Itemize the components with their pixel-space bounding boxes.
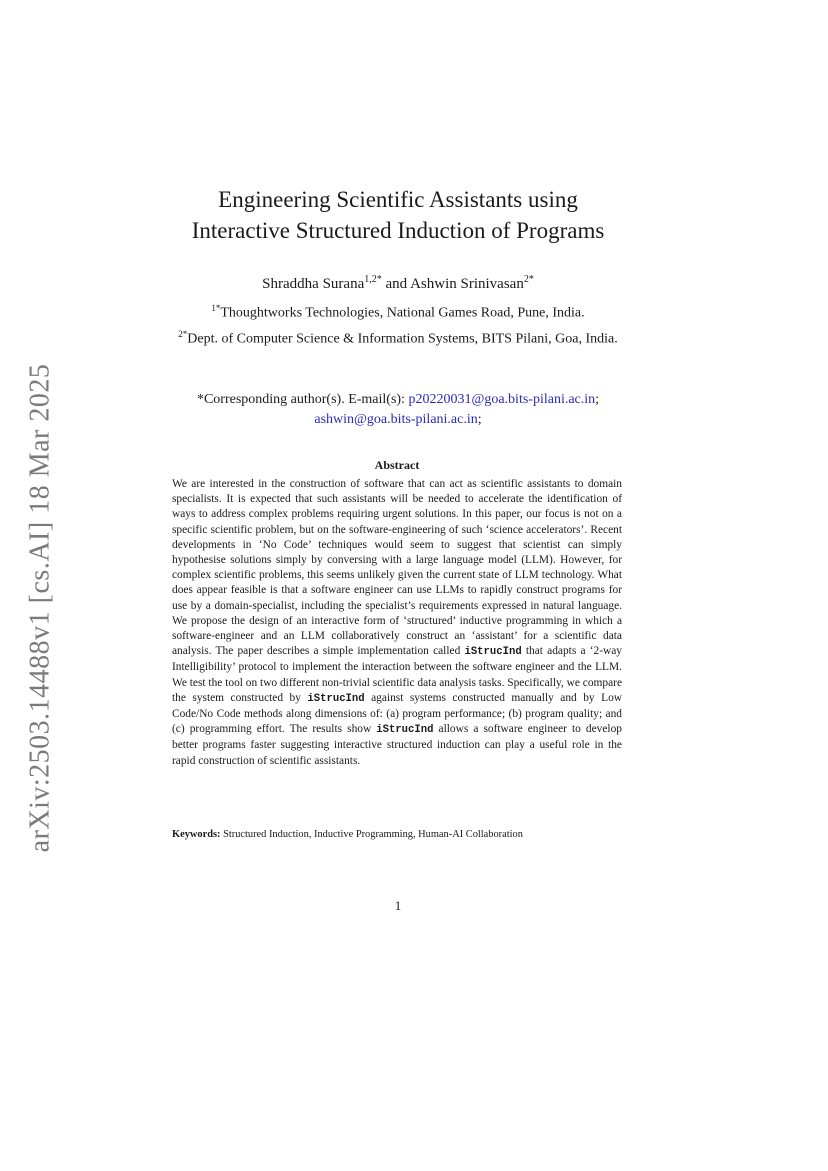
- page-number: 1: [394, 898, 402, 913]
- author-1-name: Shraddha Surana: [262, 276, 365, 292]
- keywords-label: Keywords:: [172, 829, 221, 840]
- email-link-2[interactable]: ashwin@goa.bits-pilani.ac.in: [314, 412, 478, 427]
- affiliation-2-mark: 2*: [178, 328, 188, 339]
- corresponding-prefix: *Corresponding author(s). E-mail(s):: [196, 392, 409, 407]
- arxiv-identifier-stamp: [18, 363, 62, 853]
- email-separator-1: ;: [595, 392, 600, 407]
- keywords-line: [172, 828, 642, 842]
- paper-title: [120, 184, 676, 246]
- abstract-part-4: allows a software engineer to develop better programs faster suggesting interactive structured induction can play a useful role in the rapid construction of scientific assistants.: [172, 723, 622, 767]
- author-2-affiliation-mark: 2*: [523, 274, 534, 285]
- affiliation-2-text: Dept. of Computer Science & Information Systems, BITS Pilani, Goa, India.: [187, 331, 618, 347]
- author-2-name: Ashwin Srinivasan: [410, 276, 524, 292]
- arxiv-identifier-text: arXiv:2503.14488v1 [cs.AI] 18 Mar 2025: [24, 363, 56, 853]
- abstract-heading: Abstract: [374, 458, 420, 472]
- title-line-2: Interactive Structured Induction of Programs: [191, 218, 605, 243]
- author-list: [120, 270, 676, 294]
- abstract-part-1: We are interested in the construction of software that can act as scientific assistants to domain specialists. It is expected that such assistants will be needed to accelerate the identification of ways to address complex problems requiring urgent solutions. In this paper, our focus is not on a specific scientific problem, but on the software-engineering of such ‘science accelerators’. Recent developments in ‘No Code’ techniques would seem to suggest that scientist can simply hypothesise solutions simply by conversing with a large language model (LLM). However, for complex scientific problems, this seems unlikely given the current state of LLM technology. What does appear feasible is that a software engineer can use LLMs to rapidly construct programs for use by a domain-specialist, including the specialist’s requirements expressed in natural language. We propose the design of an interactive form of ‘structured’ inductive programming in which a software-engineer and an LLM collaboratively construct an ‘assistant’ for a scientific data analysis. The paper describes a simple implementation called: [172, 478, 622, 658]
- tool-name-2: iStrucInd: [307, 692, 365, 705]
- title-line-1: Engineering Scientific Assistants using: [218, 187, 578, 212]
- affiliation-1-mark: 1*: [211, 303, 221, 313]
- abstract-part-3: against systems constructed manually and by Low Code/No Code methods along dimensions of: (a) program performance; (b) program quality; and (c) programming effort. The results show: [172, 691, 622, 736]
- tool-name-1: iStrucInd: [464, 646, 522, 659]
- keywords-text: Structured Induction, Inductive Programming, Human-AI Collaboration: [220, 829, 523, 840]
- author-conjunction: and: [381, 276, 411, 292]
- email-link-1[interactable]: p20220031@goa.bits-pilani.ac.in: [408, 392, 596, 407]
- affiliation-2: [150, 324, 646, 350]
- affiliation-1: [150, 298, 646, 324]
- affiliation-1-text: Thoughtworks Technologies, National Games Road, Pune, India.: [220, 305, 585, 321]
- email-separator-2: ;: [477, 412, 482, 427]
- author-1-affiliation-mark: 1,2*: [364, 274, 382, 285]
- abstract-text: [172, 477, 622, 769]
- affiliation-list: [150, 298, 646, 349]
- tool-name-3: iStrucInd: [376, 724, 434, 737]
- abstract-part-2: that adapts a ‘2-way Intelligibility’ protocol to implement the interaction between the software engineer and the LLM. We test the tool on two different non-trivial scientific data analysis tasks. Specifically, we compare the system constructed by: [172, 645, 622, 704]
- corresponding-author-note: [150, 390, 646, 430]
